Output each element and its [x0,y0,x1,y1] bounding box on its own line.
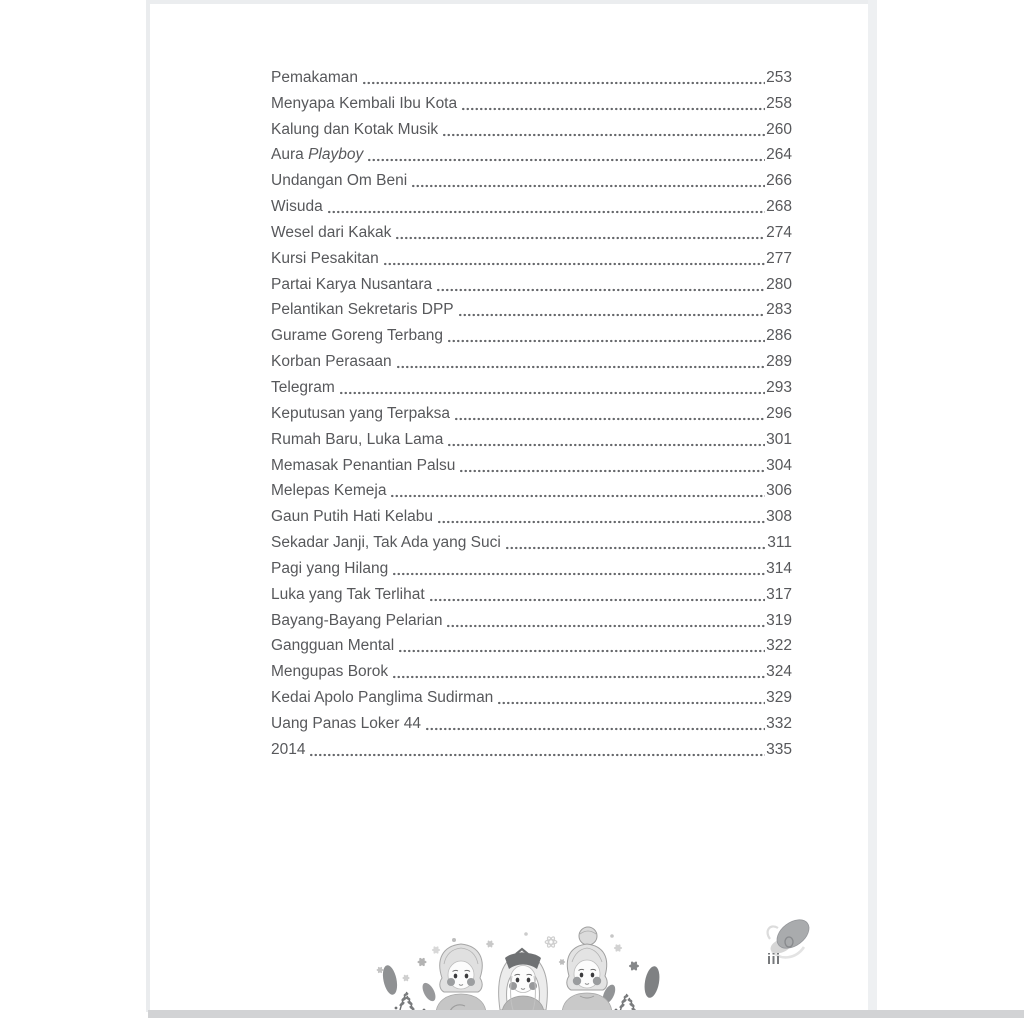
toc-row [271,605,792,631]
toc-entry-page-number: 266 [766,172,792,190]
toc-entry-page-number: 296 [766,404,792,422]
toc-entry-page-number: 274 [766,223,792,241]
toc-entry-page-number: 329 [766,689,792,707]
toc-row [271,631,792,657]
toc-entry-title: Bayang-Bayang Pelarian [271,611,443,629]
toc-row [271,553,792,579]
toc-entry-title: Pemakaman [271,68,359,86]
dotted-leader [392,675,765,679]
dotted-leader [362,81,765,85]
toc-row [271,346,792,372]
page-edge-right [868,0,877,1012]
girls-illustration [366,918,668,1010]
toc-entry-title: Telegram [271,378,335,396]
toc-entry-title: Wisuda [271,198,323,216]
toc-entry-title: Wesel dari Kakak [271,223,392,241]
toc-entry-title: Kedai Apolo Panglima Sudirman [271,689,494,707]
toc-entry-page-number: 308 [766,508,792,526]
page-number: iii [767,952,781,968]
toc-row [271,424,792,450]
toc-row [271,734,792,760]
dotted-leader [367,158,765,162]
toc-entry-title: Aura Playboy [271,146,364,164]
toc-row [271,243,792,269]
dotted-leader [411,184,765,188]
toc-entry-page-number: 332 [766,714,792,732]
toc-row [271,372,792,398]
dotted-leader [446,624,765,628]
dotted-leader [436,288,765,292]
toc-list [271,62,792,760]
toc-entry-title: Partai Karya Nusantara [271,275,433,293]
dotted-leader [461,107,765,111]
toc-entry-title: Menyapa Kembali Ibu Kota [271,94,458,112]
toc-row [271,682,792,708]
toc-entry-page-number: 286 [766,327,792,345]
toc-entry-title: Kursi Pesakitan [271,249,379,267]
toc-row [271,579,792,605]
toc-entry-page-number: 301 [766,430,792,448]
toc-row [271,191,792,217]
toc-entry-title: Keputusan yang Terpaksa [271,404,450,422]
dotted-leader [454,417,765,421]
dotted-leader [459,469,765,473]
toc-entry-page-number: 317 [766,585,792,603]
dotted-leader [458,313,765,317]
toc-entry-page-number: 314 [766,559,792,577]
toc-entry-title: 2014 [271,740,306,758]
toc-entry-page-number: 280 [766,275,792,293]
toc-entry-page-number: 277 [766,249,792,267]
dotted-leader [327,210,765,214]
toc-row [271,501,792,527]
dotted-leader [425,727,765,731]
dotted-leader [447,443,765,447]
dotted-leader [390,494,765,498]
dotted-leader [447,339,765,343]
toc-entry-page-number: 293 [766,378,792,396]
toc-row [271,114,792,140]
toc-entry-title: Gaun Putih Hati Kelabu [271,508,433,526]
toc-entry-title: Pagi yang Hilang [271,559,389,577]
book-page [150,4,868,1010]
toc-entry-title: Pelantikan Sekretaris DPP [271,301,454,319]
toc-entry-title: Uang Panas Loker 44 [271,714,421,732]
toc-row [271,269,792,295]
toc-entry-page-number: 260 [766,120,792,138]
toc-entry-page-number: 311 [767,534,792,552]
toc-row [271,295,792,321]
toc-row [271,62,792,88]
dotted-leader [309,753,765,757]
dotted-leader [392,572,765,576]
dotted-leader [383,262,765,266]
toc-row [271,656,792,682]
toc-entry-page-number: 258 [766,94,792,112]
toc-entry-page-number: 306 [766,482,792,500]
toc-entry-title: Korban Perasaan [271,353,392,371]
toc-entry-page-number: 304 [766,456,792,474]
toc-entry-page-number: 253 [766,68,792,86]
toc-entry-page-number: 264 [766,146,792,164]
dotted-leader [395,236,765,240]
toc-entry-title: Luka yang Tak Terlihat [271,585,425,603]
toc-entry-title: Gangguan Mental [271,637,395,655]
page-edge-bottom [148,1010,1024,1018]
toc-entry-page-number: 322 [766,637,792,655]
toc-row [271,476,792,502]
toc-row [271,708,792,734]
toc-entry-title: Rumah Baru, Luka Lama [271,430,444,448]
dotted-leader [437,520,765,524]
toc-entry-page-number: 324 [766,663,792,681]
dotted-leader [396,365,765,369]
dotted-leader [429,598,765,602]
toc-row [271,88,792,114]
toc-entry-title: Mengupas Borok [271,663,389,681]
toc-entry-page-number: 289 [766,353,792,371]
dotted-leader [398,649,765,653]
toc-entry-page-number: 283 [766,301,792,319]
toc-row [271,217,792,243]
dotted-leader [497,701,765,705]
toc-entry-page-number: 268 [766,198,792,216]
toc-row [271,140,792,166]
toc-entry-title: Melepas Kemeja [271,482,387,500]
toc-row [271,320,792,346]
toc-row [271,165,792,191]
toc-entry-page-number: 335 [766,740,792,758]
toc-row [271,450,792,476]
dotted-leader [505,546,767,550]
toc-entry-title: Kalung dan Kotak Musik [271,120,439,138]
dotted-leader [442,133,765,137]
toc-entry-page-number: 319 [766,611,792,629]
toc-entry-title: Gurame Goreng Terbang [271,327,444,345]
toc-entry-title: Memasak Penantian Palsu [271,456,456,474]
toc-row [271,398,792,424]
toc-entry-title: Sekadar Janji, Tak Ada yang Suci [271,534,501,552]
toc-entry-title: Undangan Om Beni [271,172,408,190]
toc-row [271,527,792,553]
dotted-leader [339,391,765,395]
